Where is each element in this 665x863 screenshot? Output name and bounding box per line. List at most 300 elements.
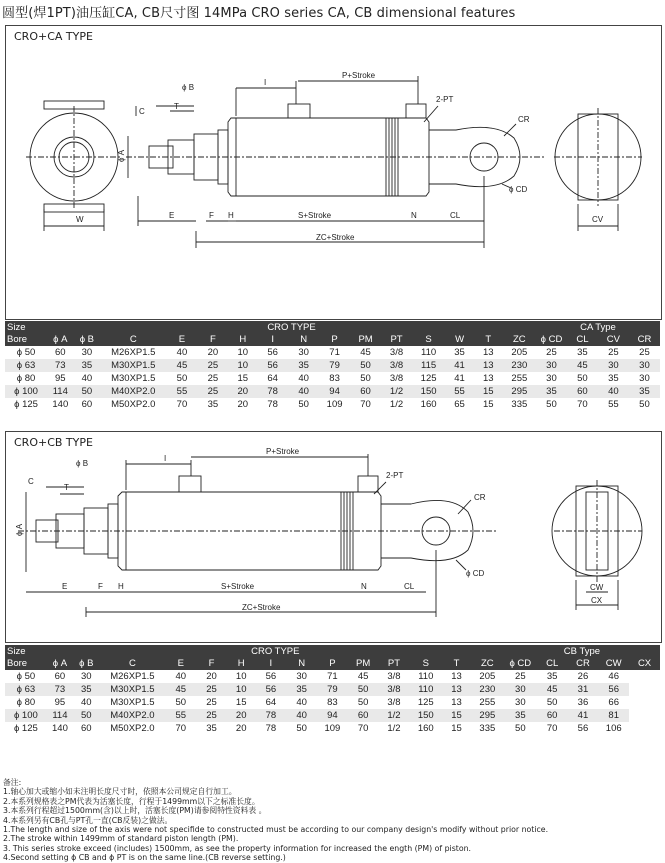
group-ca-type: CA Type [536, 321, 660, 333]
table-cell: 25 [546, 347, 557, 358]
cb-dim-phi-A: ϕ A [15, 523, 24, 536]
column-header: CR [568, 657, 599, 670]
column-header: CV [598, 333, 629, 346]
bore-cell: ϕ 63 [5, 359, 47, 372]
dim-T: T [174, 102, 179, 111]
cb-dim-N: N [361, 582, 367, 591]
table-cell: 73 [47, 359, 74, 372]
table-cell: 295 [503, 385, 536, 398]
table-cell: 140 [52, 399, 69, 410]
bore-cell: ϕ 63 [5, 683, 47, 696]
table-cell: 40 [296, 697, 307, 708]
dim-phi-A: ϕ A [117, 149, 126, 162]
table-cell: 79 [317, 683, 348, 696]
table-cell: 35 [504, 709, 537, 722]
group-cro-type: CRO TYPE [47, 645, 504, 657]
bore-label: Bore [5, 657, 47, 670]
table-cell: 205 [479, 671, 496, 682]
table-cell: 70 [360, 399, 371, 410]
bore-cell: ϕ 80 [16, 373, 36, 384]
table-cell: 15 [235, 697, 247, 708]
bore-cell: ϕ 125 [14, 399, 38, 410]
table-cell: 83 [327, 697, 338, 708]
cb-dim-phi-CD: ϕ CD [466, 569, 485, 578]
cb-dim-CX: CX [591, 596, 603, 605]
table-cell: 45 [537, 683, 568, 696]
table-cell: 64 [267, 373, 278, 384]
table-cell: 30 [296, 671, 307, 682]
column-header: CL [567, 333, 598, 346]
ca-spec-table [5, 321, 660, 411]
table-cell: 26 [577, 671, 589, 682]
table-cell: 35 [286, 683, 317, 696]
table-cell: 10 [227, 683, 256, 696]
table-cell: 20 [207, 347, 219, 358]
table-cell: 50 [357, 697, 369, 708]
column-header: S [412, 333, 445, 346]
table-cell: 25 [608, 347, 619, 358]
table-cell: 1/2 [387, 723, 401, 734]
table-row [5, 670, 660, 683]
table-cell: 70 [577, 399, 588, 410]
column-header: S [409, 657, 442, 670]
note-line: 备注: [3, 778, 22, 787]
table-cell: 50 [73, 709, 99, 722]
table-cell: 25 [207, 373, 219, 384]
table-cell: 3/8 [379, 683, 410, 696]
table-cell: 335 [511, 399, 528, 410]
group-cro-type: CRO TYPE [47, 321, 536, 333]
table-cell: 35 [536, 385, 567, 398]
bore-cell: ϕ 125 [13, 723, 38, 734]
dim-E: E [169, 211, 175, 220]
table-cell: M26XP1.5 [111, 347, 156, 358]
column-header: W [445, 333, 474, 346]
table-cell: 10 [228, 359, 257, 372]
table-cell: 70 [546, 723, 558, 734]
table-cell: 114 [47, 709, 73, 722]
table-column-header [5, 333, 660, 346]
table-cell: 83 [329, 373, 340, 384]
table-cell: 30 [81, 671, 92, 682]
table-cell: 41 [454, 373, 465, 384]
table-column-header [5, 657, 660, 670]
table-cell: M30XP1.5 [100, 359, 166, 372]
table-cell: 30 [536, 359, 567, 372]
column-header: PT [381, 333, 412, 346]
table-cell: 295 [471, 709, 504, 722]
table-cell: 40 [176, 347, 188, 358]
table-cell: 160 [417, 723, 434, 734]
table-cell: 25 [197, 359, 228, 372]
table-row [5, 372, 660, 385]
table-cell: 56 [577, 723, 589, 734]
table-row [5, 385, 660, 398]
column-header: PT [379, 657, 410, 670]
bore-cell: ϕ 100 [5, 385, 47, 398]
table-cell: 50 [348, 683, 379, 696]
table-cell: 1/2 [389, 399, 404, 410]
table-cell: 94 [317, 709, 348, 722]
page-title: 圆型(焊1PT)油压缸CA, CB尺寸图 14MPa CRO series CA, CB dimensional features [2, 6, 516, 21]
table-cell: 71 [329, 347, 340, 358]
column-header: ϕ A [47, 657, 73, 670]
table-cell: 13 [483, 373, 494, 384]
table-cell: 50 [546, 697, 558, 708]
table-cell: 66 [608, 697, 619, 708]
cb-dim-F: F [98, 582, 103, 591]
ca-cylinder-side-view [126, 104, 546, 196]
cb-dim-H: H [118, 582, 124, 591]
table-cell: 150 [409, 709, 442, 722]
table-cell: 40 [298, 373, 309, 384]
table-cell: M30XP1.5 [111, 373, 156, 384]
dim-2-PT: 2-PT [436, 95, 454, 104]
table-cell: 95 [55, 373, 66, 384]
table-cell: 78 [255, 709, 286, 722]
table-row [5, 683, 660, 696]
table-cell: 60 [54, 671, 66, 682]
cb-panel-label: CRO+CB TYPE [14, 436, 93, 449]
cb-cylinder-side-view [18, 476, 496, 570]
table-cell: 56 [255, 683, 286, 696]
note-line: 3. This series stroke exceed (includes) 1500mm, as see the property information for increased the ength (PM) of piston. [3, 843, 472, 853]
dim-CL: CL [450, 211, 461, 220]
table-cell: 70 [357, 723, 369, 734]
column-header: N [286, 657, 317, 670]
table-cell: 35 [288, 359, 319, 372]
table-cell: 64 [265, 697, 277, 708]
table-cell: 60 [348, 709, 379, 722]
table-cell: 78 [257, 385, 288, 398]
column-header: N [288, 333, 319, 346]
column-header: E [166, 333, 197, 346]
cb-dim-C: C [28, 477, 34, 486]
cb-dim-I: I [164, 454, 167, 463]
column-header: ϕ B [74, 333, 101, 346]
dim-C: C [139, 107, 145, 116]
column-header: I [257, 333, 288, 346]
table-cell: 35 [206, 723, 217, 734]
table-cell: 25 [515, 671, 526, 682]
cb-dim-T: T [64, 483, 69, 492]
table-cell: 70 [176, 399, 188, 410]
cb-dim-CR: CR [474, 493, 486, 502]
table-cell: 30 [298, 347, 309, 358]
table-cell: 15 [451, 723, 462, 734]
column-header: C [100, 333, 166, 346]
table-cell: 13 [451, 697, 462, 708]
note-line: 4.Second setting ϕ CB and ϕ PT is on the same line.(CB reverse setting.) [3, 853, 286, 863]
ca-panel-label: CRO+CA TYPE [14, 30, 93, 43]
table-cell: 3/8 [389, 347, 404, 358]
table-cell: 45 [567, 359, 598, 372]
cb-dim-E: E [62, 582, 68, 591]
dim-CR: CR [518, 115, 530, 124]
cb-dimensional-drawing [6, 432, 661, 642]
cb-dim-ZC-stroke: ZC+Stroke [242, 603, 281, 612]
table-cell: 70 [175, 723, 187, 734]
column-header: H [228, 333, 257, 346]
table-cell: 56 [267, 347, 278, 358]
table-cell: 230 [471, 683, 504, 696]
cb-drawing-panel [5, 431, 662, 643]
cb-spec-table [5, 645, 660, 735]
table-cell: M30XP1.5 [99, 683, 165, 696]
column-header: T [442, 657, 471, 670]
cb-dim-phi-B: ϕ B [76, 459, 89, 468]
column-header: CX [629, 657, 660, 670]
table-cell: 50 [176, 373, 188, 384]
table-cell: 255 [479, 697, 496, 708]
cb-dim-2-PT: 2-PT [386, 471, 404, 480]
dim-phi-CD: ϕ CD [509, 185, 528, 194]
table-cell: 25 [196, 709, 227, 722]
bore-label: Bore [5, 333, 47, 346]
note-line: 1.轴心加大或缩小如未注明长度尺寸时，依照本公司规定自行加工。 [3, 787, 237, 797]
table-cell: 10 [237, 347, 249, 358]
table-cell: 25 [206, 697, 217, 708]
note-line: 1.The length and size of the axis were not specifide to constructed must be according to our company design's modify without prior notice. [3, 825, 549, 835]
table-cell: 15 [474, 385, 503, 398]
table-cell: 335 [479, 723, 496, 734]
table-cell: 150 [412, 385, 445, 398]
table-cell: 40 [598, 385, 629, 398]
table-cell: 110 [421, 347, 437, 358]
table-row [5, 346, 660, 359]
table-cell: 79 [319, 359, 350, 372]
table-cell: 25 [196, 683, 227, 696]
table-cell: 35 [74, 359, 101, 372]
column-header: T [474, 333, 503, 346]
table-cell: 114 [47, 385, 74, 398]
table-cell: M40XP2.0 [100, 385, 166, 398]
column-header: ϕ B [73, 657, 99, 670]
table-cell: 30 [546, 373, 557, 384]
table-cell: 30 [504, 683, 537, 696]
table-cell: 30 [598, 359, 629, 372]
table-cell: 35 [608, 373, 619, 384]
table-cell: 1/2 [379, 709, 410, 722]
bore-cell: ϕ 80 [16, 697, 36, 708]
table-cell: 56 [257, 359, 288, 372]
cb-dim-CL: CL [404, 582, 415, 591]
table-cell: 55 [165, 709, 196, 722]
dim-ZC-stroke: ZC+Stroke [316, 233, 355, 242]
table-cell: 140 [52, 723, 68, 734]
table-cell: 41 [445, 359, 474, 372]
table-cell: 3/8 [387, 671, 401, 682]
table-cell: 40 [288, 385, 319, 398]
column-header: P [317, 657, 348, 670]
column-header: E [165, 657, 196, 670]
dim-I: I [264, 78, 267, 87]
cb-dim-S-stroke: S+Stroke [221, 582, 255, 591]
column-header: PM [348, 657, 379, 670]
table-cell: 20 [228, 385, 257, 398]
table-cell: 110 [409, 683, 442, 696]
table-cell: 50 [175, 697, 187, 708]
table-cell: 40 [81, 373, 93, 384]
cb-dimension-lines [26, 454, 471, 617]
table-cell: 78 [265, 723, 277, 734]
table-cell: 65 [454, 399, 465, 410]
table-cell: 81 [598, 709, 629, 722]
table-cell: 31 [568, 683, 599, 696]
notes-block [3, 778, 548, 863]
table-cell: 205 [511, 347, 528, 358]
bore-cell: ϕ 100 [5, 709, 47, 722]
column-header: ϕ CD [504, 657, 537, 670]
table-cell: 78 [267, 399, 278, 410]
table-cell: 40 [81, 697, 92, 708]
table-cell: 35 [577, 347, 588, 358]
column-header: ZC [503, 333, 536, 346]
column-header: H [227, 657, 256, 670]
note-line: 2.The stroke within 1499mm of standard piston length (PM). [3, 834, 239, 844]
table-cell: 55 [608, 399, 619, 410]
dim-phi-B: ϕ B [182, 83, 195, 92]
table-cell: 46 [608, 671, 619, 682]
table-cell: 56 [598, 683, 629, 696]
dim-H: H [228, 211, 234, 220]
table-cell: 45 [165, 683, 196, 696]
table-cell: 15 [483, 399, 494, 410]
table-cell: 94 [319, 385, 350, 398]
table-cell: 50 [74, 385, 101, 398]
table-cell: 13 [474, 359, 503, 372]
ca-clevis-end-view [554, 108, 642, 231]
column-header: F [196, 657, 227, 670]
bore-cell: ϕ 50 [16, 671, 36, 682]
cb-dim-P-stroke: P+Stroke [266, 447, 300, 456]
table-cell: 109 [326, 399, 343, 410]
table-cell: 230 [503, 359, 536, 372]
table-cell: 50 [350, 359, 381, 372]
dim-F: F [209, 211, 214, 220]
table-cell: 35 [207, 399, 219, 410]
table-cell: 1/2 [381, 385, 412, 398]
table-cell: 55 [445, 385, 474, 398]
column-header: CW [598, 657, 629, 670]
ca-drawing-panel [5, 25, 662, 320]
table-cell: 25 [197, 385, 228, 398]
column-header: PM [350, 333, 381, 346]
table-cell: 95 [54, 697, 66, 708]
table-cell: 60 [55, 347, 66, 358]
table-cell: M26XP1.5 [110, 671, 155, 682]
ca-table-body [5, 346, 660, 411]
table-cell: 20 [227, 709, 256, 722]
column-header: CL [537, 657, 568, 670]
size-label: Size [5, 645, 47, 657]
column-header: P [319, 333, 350, 346]
ca-dimensional-drawing [6, 26, 661, 319]
table-cell: 55 [166, 385, 197, 398]
table-cell: 40 [175, 671, 187, 682]
cb-dim-CW: CW [590, 583, 604, 592]
table-cell: 13 [451, 671, 462, 682]
column-header: ϕ CD [536, 333, 567, 346]
table-cell: 106 [605, 723, 622, 734]
table-cell: 56 [265, 671, 277, 682]
table-cell: 35 [454, 347, 465, 358]
ca-dimension-lines [128, 76, 516, 248]
table-cell: 125 [420, 373, 437, 384]
table-cell: 110 [418, 671, 434, 682]
dim-N: N [411, 211, 417, 220]
note-line: 4.本系列另有CB孔与PT孔一直(CB反装)之做法。 [3, 815, 173, 825]
table-cell: 41 [568, 709, 599, 722]
table-cell: 30 [81, 347, 93, 358]
dim-S-stroke: S+Stroke [298, 211, 332, 220]
table-cell: 3/8 [389, 373, 404, 384]
table-cell: M50XP2.0 [111, 399, 156, 410]
ca-rod-end-view [26, 101, 122, 231]
table-row [5, 696, 660, 709]
table-cell: 50 [360, 373, 371, 384]
table-cell: 60 [81, 723, 92, 734]
column-header: I [255, 657, 286, 670]
table-cell: 160 [420, 399, 437, 410]
table-cell: 20 [206, 671, 217, 682]
column-header: CR [629, 333, 660, 346]
table-cell: 50 [515, 723, 526, 734]
table-cell: 73 [47, 683, 73, 696]
table-cell: 115 [412, 359, 445, 372]
table-cell: 60 [81, 399, 93, 410]
table-cell: 15 [442, 709, 471, 722]
column-header: F [197, 333, 228, 346]
table-cell: 3/8 [387, 697, 401, 708]
dim-P-stroke: P+Stroke [342, 71, 376, 80]
size-label: Size [5, 321, 47, 333]
table-cell: 60 [537, 709, 568, 722]
table-row [5, 398, 660, 411]
column-header: C [99, 657, 165, 670]
table-cell: 50 [298, 399, 309, 410]
table-cell: M40XP2.0 [99, 709, 165, 722]
table-cell: 13 [442, 683, 471, 696]
table-cell: 35 [629, 385, 660, 398]
table-cell: 10 [235, 671, 247, 682]
table-cell: 30 [639, 373, 650, 384]
table-cell: 109 [324, 723, 341, 734]
table-cell: 25 [639, 347, 650, 358]
column-header: ZC [471, 657, 504, 670]
table-cell: M50XP2.0 [110, 723, 155, 734]
table-cell: 3/8 [381, 359, 412, 372]
table-cell: 50 [546, 399, 557, 410]
table-cell: 50 [639, 399, 650, 410]
bore-cell: ϕ 50 [16, 347, 36, 358]
dim-W: W [76, 215, 84, 224]
table-cell: 255 [511, 373, 528, 384]
table-cell: 60 [350, 385, 381, 398]
table-cell: 45 [357, 671, 369, 682]
table-cell: 36 [577, 697, 589, 708]
table-row [5, 359, 660, 372]
table-cell: 30 [629, 359, 660, 372]
table-cell: 50 [577, 373, 588, 384]
cb-table-body [5, 670, 660, 735]
table-cell: 60 [567, 385, 598, 398]
table-cell: 50 [296, 723, 307, 734]
table-cell: 125 [417, 697, 434, 708]
table-cell: 71 [327, 671, 338, 682]
table-cell: M30XP1.5 [110, 697, 155, 708]
table-row [5, 722, 660, 735]
